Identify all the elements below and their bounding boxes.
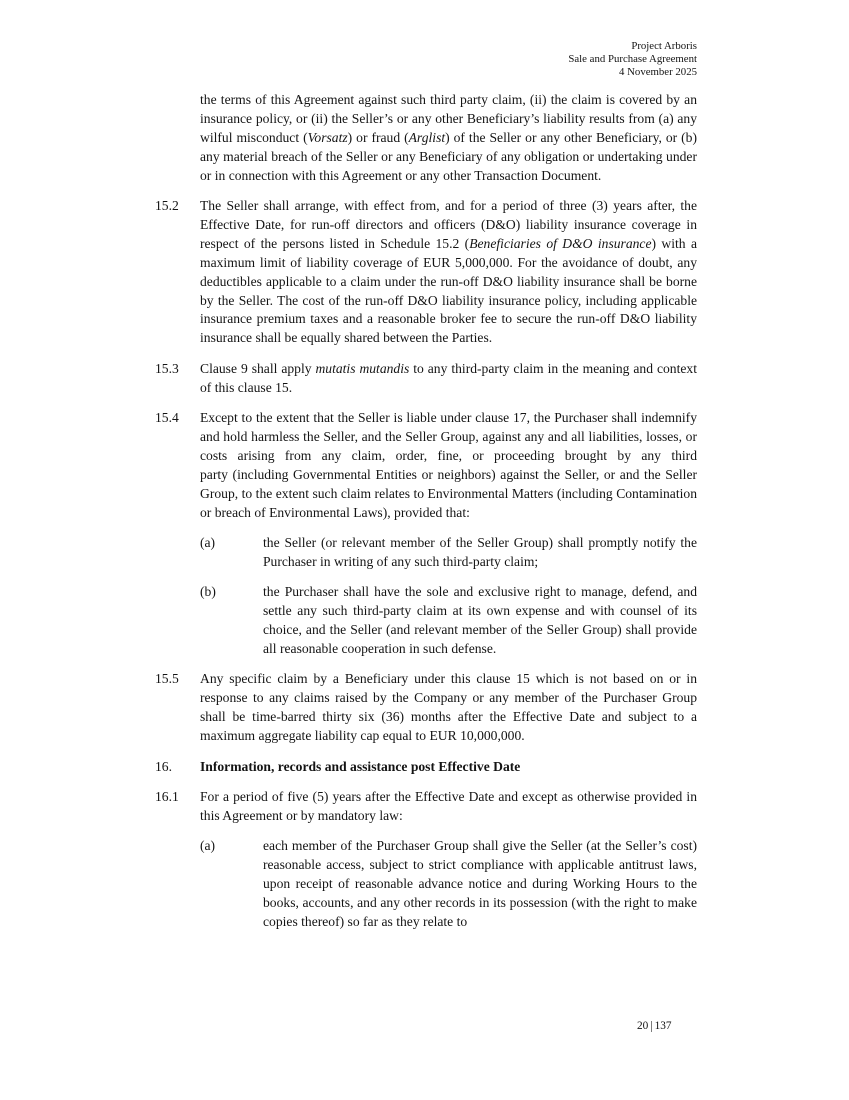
header-project-line: Project Arboris (631, 40, 697, 52)
clause-number (155, 91, 200, 186)
text-run: Arglist (408, 129, 446, 145)
section-number: 16. (155, 758, 172, 774)
page-number-current: 20 (637, 1020, 649, 1032)
text-run: the Seller (or relevant member of the Seller Group) shall promptly notify the Purchaser in writing of any such third-party claim; (263, 535, 697, 569)
text-run: For a period of five (5) years after the Effective Date and except as otherwise provided in this Agreement or by mandatory law: (200, 789, 697, 823)
text-run: Any specific claim by a Beneficiary under this clause 15 which is not based on or in response to any claims raised by the Company or any member of the Purchaser Group shall be time-barred thirty six (36) months after the Effective Date and subject to a maximum aggregate liability cap equal to EUR 10,000,000. (200, 671, 697, 744)
header-date-line: 4 November 2025 (619, 65, 697, 78)
clause-number: 15.4 (155, 410, 179, 426)
text-run: Vorsatz (307, 129, 348, 145)
text-run: Beneficiaries of D&O insurance (469, 235, 652, 251)
text-run: ) or fraud ( (347, 129, 409, 145)
text-run: Except to the extent that the Seller is liable under clause 17, the Purchaser shall indemnify and hold harmless the Seller, and the Seller Group, against any and all liabilities, losses, or costs arising from any claim, order, fine, or proceeding brought by any third party (including Governmental Entities or neighbors) against the Seller, or and the Seller Group, to the extent such claim relates to Environmental Matters (including Contamination or breach of Environmental Laws), provided that: (200, 410, 697, 520)
clause-number: 15.2 (155, 198, 179, 214)
clause-paragraph (155, 360, 697, 398)
subclause-text (263, 534, 697, 572)
text-run: Clause 9 shall apply (200, 360, 316, 376)
clause-text (200, 360, 697, 398)
page-number-separator: | (650, 1019, 653, 1033)
clause-number: 15.3 (155, 360, 179, 376)
subclause-label: (a) (200, 838, 216, 854)
subclause-paragraph (155, 837, 697, 932)
subclause-label: (b) (200, 584, 216, 600)
document-body (155, 91, 697, 932)
clause-text (200, 409, 697, 522)
clause-paragraph (155, 91, 697, 186)
subclause-text (263, 583, 697, 659)
heading-text (200, 758, 697, 777)
subclause-paragraph (155, 583, 697, 659)
clause-text (200, 788, 697, 826)
subclause-text (263, 837, 697, 932)
text-run: each member of the Purchaser Group shall give the Seller (at the Seller’s cost) reasonable access, subject to strict compliance with applicable antitrust laws, upon receipt of reasonable advance notice and during Working Hours to the books, accounts, and any other records in its possession (with the right to make copies thereof) so far as they relate to (263, 838, 697, 929)
clause-number: 15.5 (155, 671, 179, 687)
text-run: the terms of this Agreement against such third party claim, (ii) the claim is covered by an insurance policy, or (ii) the Seller’s or any other Beneficiary’s liability results from (a) any wilful misconduct ( (200, 92, 697, 145)
subclause-paragraph (155, 534, 697, 572)
text-run: The Seller shall arrange, with effect from, and for a period of three (3) years after, the Effective Date, for run-off directors and officers (D&O) liability insurance coverage in respect of the persons listed in Schedule 15.2 ( (200, 198, 697, 251)
clause-paragraph (155, 197, 697, 348)
document-header (568, 40, 697, 79)
text-run: ) with a maximum limit of liability coverage of EUR 5,000,000. For the avoidance of doubt, any deductibles applicable to a claim under the run-off D&O liability insurance shall be borne by the Seller. The cost of the run-off D&O liability insurance policy, including applicable insurance premium taxes and a reasonable broker fee to secure the run-off D&O liability insurance shall be equally shared between the Parties. (200, 235, 698, 346)
clause-number: 16.1 (155, 789, 179, 804)
text-run: mutatis mutandis (315, 360, 410, 376)
clause-text (200, 91, 697, 186)
subclause-label: (a) (200, 535, 216, 551)
section-heading (155, 758, 697, 777)
text-run: Information, records and assistance post Effective Date (200, 758, 521, 774)
page-footer (637, 1019, 672, 1034)
clause-paragraph (155, 409, 697, 522)
header-agreement-line: Sale and Purchase Agreement (568, 52, 697, 65)
clause-text (200, 670, 697, 746)
page-number-total: 137 (654, 1020, 672, 1032)
clause-paragraph (155, 788, 697, 826)
text-run: ) of the Seller or any other Beneficiary, or (b) any material breach of the Seller or any Beneficiary of any obligation or undertaking under or in connection with this Agreement or any other Transaction Document. (200, 129, 697, 183)
text-run: to any third-party claim in the meaning and context of this clause 15. (200, 360, 697, 395)
clause-paragraph (155, 670, 697, 746)
clause-text (200, 197, 697, 348)
text-run: the Purchaser shall have the sole and exclusive right to manage, defend, and settle any such third-party claim at its own expense and with counsel of its choice, and the Seller (and relevant member of the Seller Group) shall provide all reasonable cooperation in such defense. (263, 584, 697, 657)
